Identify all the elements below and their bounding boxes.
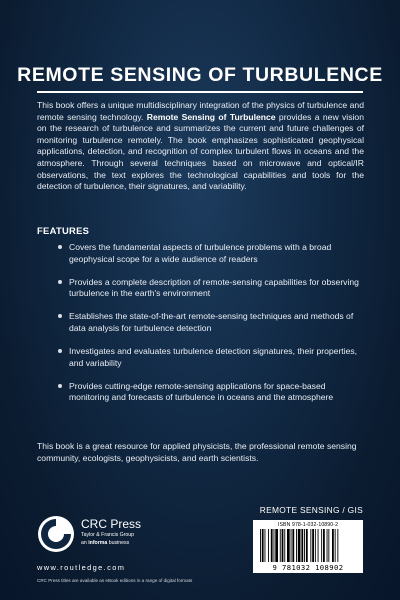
publisher-website: www.routledge.com [37,563,126,572]
closing-paragraph: This book is a great resource for applied physicists, the professional remote sensing community, ecologists, geophysicists, and earth scientists. [37,441,357,463]
business-suffix: business [107,540,130,546]
bullet-icon [58,245,62,249]
title-divider [37,91,363,93]
feature-text: Investigates and evaluates turbulence detection signatures, their properties, and variability [69,346,358,368]
business-prefix: an [81,540,89,546]
publisher-group: Taylor & Francis Group [81,532,135,538]
isbn-barcode [253,520,363,573]
feature-item [37,346,364,369]
features-heading: FEATURES [37,225,90,236]
subject-category: REMOTE SENSING / GIS [259,505,363,515]
intro-text-end: provides a new vision on the research of turbulence and summarizes the current and future challenges of monitoring turbulence remotely. The book emphasizes sophisticated geophysical applications, detection, and recognition of complex turbulent flows in oceans and the atmosphere. Through several techniques based on microwave and optical/IR observations, the text explores the technological capabilities and tools for the detection of turbulence, their signatures, and variability. [37,111,364,192]
isbn-label: ISBN 978-1-032-10890-2 [277,522,339,528]
intro-text-start: This book offers a unique multidisciplinary integration of the physics of turbulence and remote sensing technology. [37,100,364,122]
bullet-icon [58,314,62,318]
crc-press-logo-icon [37,515,75,553]
feature-text: Provides a complete description of remote-sensing capabilities for observing turbulence in the earth's environment [69,276,359,299]
features-list [37,242,364,415]
business-name: informa [88,540,108,546]
publisher-name: CRC Press [81,517,142,531]
book-title: REMOTE SENSING OF TURBULENCE [17,64,383,86]
feature-item [37,277,364,300]
barcode-digits: 9 781032 108902 [272,563,344,572]
feature-text: Establishes the state-of-the-art remote-sensing techniques and methods of data analysis for turbulence detection [69,311,354,333]
bullet-icon [58,384,62,388]
intro-book-name: Remote Sensing of Turbulence [146,111,276,122]
bullet-icon [58,349,62,353]
feature-item [37,242,364,265]
barcode-icon [259,529,357,562]
bullet-icon [58,280,62,284]
ebook-note: CRC Press titles are available as eBook editions in a range of digital formats [37,578,193,583]
feature-text: Provides cutting-edge remote-sensing applications for space-based monitoring and forecasts of turbulence in oceans and the atmosphere [69,380,334,403]
feature-item [37,311,364,334]
publisher-business [81,540,129,546]
feature-text: Covers the fundamental aspects of turbulence problems with a broad geophysical scope for a wide audience of readers [69,242,332,264]
intro-paragraph [37,100,364,193]
feature-item [37,381,364,404]
